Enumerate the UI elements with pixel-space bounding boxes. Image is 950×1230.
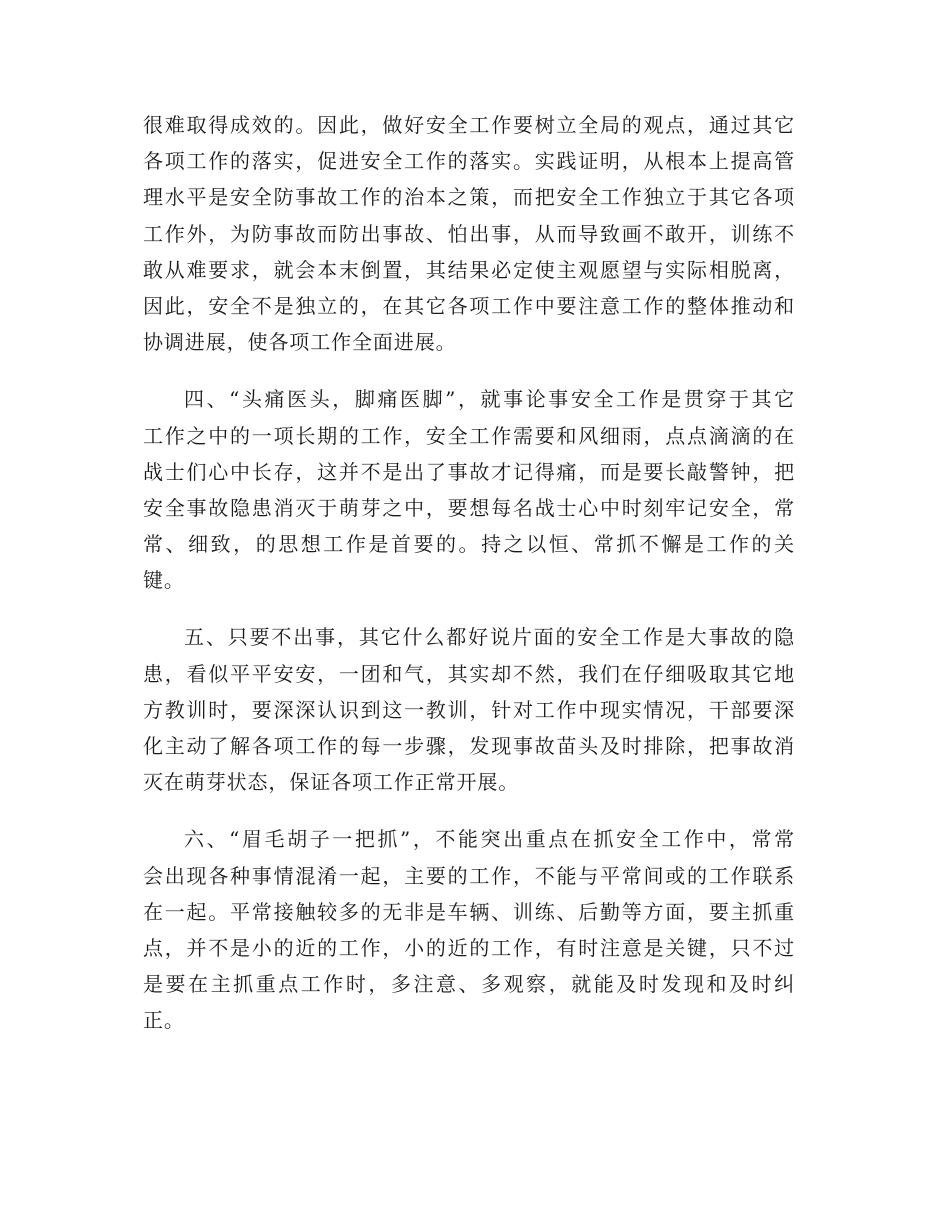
text-line: 正。 xyxy=(143,1008,185,1033)
text-line: 六、“眉毛胡子一把抓”，不能突出重点在抓安全工作中，常常 xyxy=(184,827,795,852)
text-line: 各项工作的落实，促进安全工作的落实。实践证明，从根本上提高管 xyxy=(143,149,795,174)
text-line: 协调进展，使各项工作全面进展。 xyxy=(143,330,457,355)
paragraph-continuation xyxy=(143,107,795,360)
text-line: 工作外，为防事故而防出事故、怕出事，从而导致画不敢开，训练不 xyxy=(143,221,795,246)
paragraph-four xyxy=(143,381,795,598)
text-line: 战士们心中长存，这并不是出了事故才记得痛，而是要长敲警钟，把 xyxy=(143,459,795,484)
text-line: 键。 xyxy=(143,568,185,593)
text-line: 在一起。平常接触较多的无非是车辆、训练、后勤等方面，要主抓重 xyxy=(143,899,795,924)
text-line: 安全事故隐患消灭于萌芽之中，要想每名战士心中时刻牢记安全，常 xyxy=(143,495,795,520)
text-line: 化主动了解各项工作的每一步骤，发现事故苗头及时排除，把事故消 xyxy=(143,734,795,758)
text-line: 四、“头痛医头，脚痛医脚”，就事论事安全工作是贯穿于其它 xyxy=(184,387,795,412)
text-line: 患，看似平平安安，一团和气，其实却不然，我们在仔细吸取其它地 xyxy=(143,661,795,686)
text-line: 方教训时，要深深认识到这一教训，针对工作中现实情况，干部要深 xyxy=(143,697,795,722)
text-line: 敢从难要求，就会本末倒置，其结果必定使主观愿望与实际相脱离， xyxy=(143,257,795,282)
text-line: 很难取得成效的。因此，做好安全工作要树立全局的观点，通过其它 xyxy=(143,113,795,137)
document-body xyxy=(143,107,795,1060)
text-line: 五、只要不出事，其它什么都好说片面的安全工作是大事故的隐 xyxy=(184,625,795,650)
text-line: 常、细致，的思想工作是首要的。持之以恒、常抓不懈是工作的关 xyxy=(143,532,795,557)
text-line: 点，并不是小的近的工作，小的近的工作，有时注意是关键，只不过 xyxy=(143,935,795,960)
paragraph-six xyxy=(143,821,795,1038)
text-line: 会出现各种事情混淆一起，主要的工作，不能与平常间或的工作联系 xyxy=(143,863,795,888)
text-line: 是要在主抓重点工作时，多注意、多观察，就能及时发现和及时纠 xyxy=(143,972,795,997)
paragraph-five xyxy=(143,619,795,800)
text-line: 灭在萌芽状态，保证各项工作正常开展。 xyxy=(143,770,520,795)
text-line: 工作之中的一项长期的工作，安全工作需要和风细雨，点点滴滴的在 xyxy=(143,423,795,448)
text-line: 理水平是安全防事故工作的治本之策，而把安全工作独立于其它各项 xyxy=(143,185,795,210)
text-line: 因此，安全不是独立的，在其它各项工作中要注意工作的整体推动和 xyxy=(143,293,795,318)
